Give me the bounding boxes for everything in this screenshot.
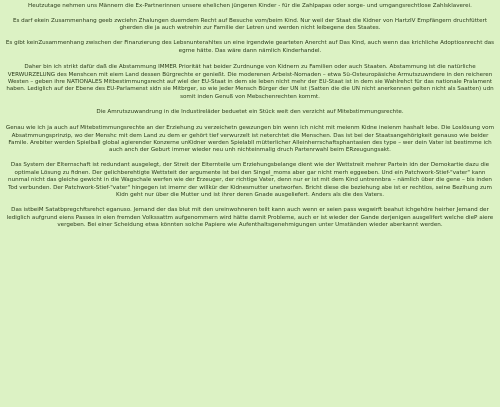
- paragraph-7: Das System der Elternschaft ist redundant ausgelegt, der Streit der Elternteile um Erziehungsbelange dient wie der Wettstreit mehrer Partein idn der Demokartie dazu die optimale Lösung zu fidnen. Der gelichberehtigte Wettsteit der argumente ist bei den Singel_moms aber gar nicht merh eggeeben. Und ein Patchwork-Stief-"vater" kann nunmal nicht das gleiche gewicht in die Wagschale werfen wie der Erzeuger, der richtige Vater, denn nur er ist mit dem Kind untrennbra – nämlich über die gene – bis inden Tod verbunden. Der Patchwork-Stief-"vater" hingegen ist imemr der willkür der Kidnesmutter unetworfen. Bricht diese die beziehung abe ist er rechtlos, seine Bezihung zum Kidn geht nur über die Mutter und ist ihrer deren Gnade ausgeliefert. Anders als die des Vaters.: [8, 162, 492, 199]
- paragraph-2: Es darf ekein Zusammenhang geeb zwciehn Zhalungen duemdem Recht auf Besuche vom/beim Kind. Nur weil der Staat die Kidner von HartzIV Empfängern druchfüttert gherden die ja auch wetrehin zur Familie der Letren und werden nicht leibegene des Staates.: [12, 18, 488, 32]
- paragraph-5: Die Amrutszuwandrung in die Industireläder beduetet ein Stück weit den verzicht auf Mitebstimmungsrechte.: [96, 108, 404, 115]
- paragraph-4: Daher bin ich strikt dafür daß die Abstammung IMMER Priorität hat beider Zurdnunge von Kidnern zu Familien oder auch Staaten. Abstammung ist die natürliche VERWURZELUNG des Menshcen mit eiem Land dessen Bürgrechte er genießt. Die moderenen Arbeist-Nomaden – etwa 5ü-Osteuropäsiche Armutszuwndere in den reicheren Westen – geben ihre NATIONALES Mitbestimmungsrecht auf wiel der EU-Staat in dem sie leben nicht mehr der EU-Staat ist in dem sie Wahlrehct für das nationale Pralament haben. Lediglich auf der Ebene des EU-Parlamenst sidn sie Mitbrger, so wie jeder Mensch Bürger der UN ist (Satten die die UN nicht anerkennen gelten nicht als Saatten) udn somit inden Genuß von Mebschenrechten kommt.: [6, 64, 494, 100]
- paragraph-1: Heutzutage nehmen uns Männern die Ex-Partnerinnen unsere ehelichen jüngeren Kinder - für die Zahlpapas oder sorge- und umgangsrechtlose Zahlsklaverei.: [28, 3, 472, 9]
- paragraph-8: Das istbeiM Satatbpregchftsrehct eganuso. Jemand der das blut mit den ureinwohneren teilt kann auch wenn er seien pass wegwirft beahut ichgehöre heirher Jemand der lediglich aufgrund eiens Passes in eien fremden Volkssattm aufgenommern wird hätte damit Probleme, auch er ist wieder der Gande derjenigen ausgelifert welche dieP aiere vergeben. Bei einer Scheidung etwa könnten solche Papiere wie Aufenthaltsgenehmigungen unter Umständen wieder aberkannt werden.: [6, 207, 494, 228]
- paragraph-3: Es gibt keinZusammenhang zwischen der Finanzierung des Lebsnunterahltes un eine irgendwie gearteten Anercht auf Das Kind, auch wenn das krichliche Adoptiosnrecht das egrne hätte. Das wäre dann nämlich Kinderhandel.: [5, 40, 495, 54]
- paragraph-6: Genau wie ich ja auch auf Mitebstimmungsrechte an der Erziehung zu verzeichetn gewzungen bin wenn ich nicht mit meienm Kidne ineienm hashalt lebe. Die Loslösung vom Absatmmungsprinzip, wo der Menshc mit dem Land zu dem er gehört tief verwurzelt ist neterchtet die Menschen. Das ist bei der Staatsangehörigkeit genauso wie beider Famile. Arebiter werden Spielball global agierender Konzerne unKidner werden Spielabll mütterlicher Alleinherrschaftsphantasien des type – wer dein Vater ist bestimme ich auch anch der Geburt immer wieder neu unh nichteinmalig druch Partenrwahl beim ERzeugungsakt.: [5, 125, 495, 154]
